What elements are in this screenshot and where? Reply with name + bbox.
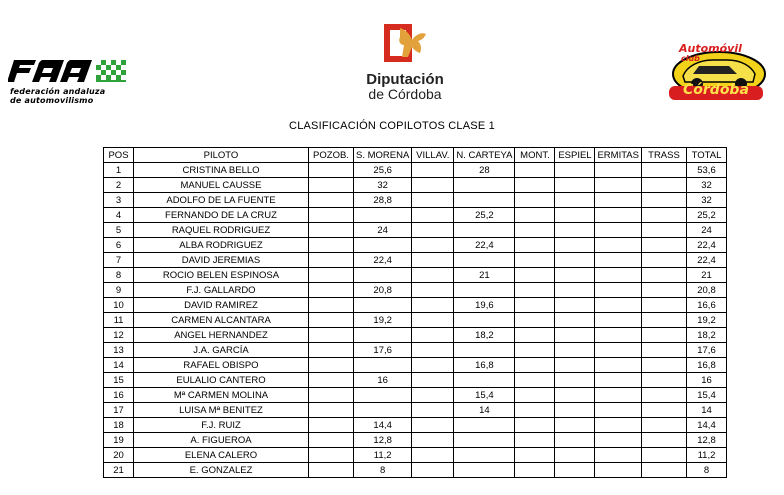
table-cell bbox=[555, 448, 595, 463]
table-cell bbox=[595, 253, 642, 268]
table-cell: 15 bbox=[104, 373, 134, 388]
table-cell bbox=[454, 253, 515, 268]
table-cell bbox=[309, 403, 354, 418]
table-cell: 14 bbox=[454, 403, 515, 418]
table-cell: 17,6 bbox=[354, 343, 412, 358]
table-cell bbox=[412, 283, 454, 298]
table-cell bbox=[555, 193, 595, 208]
table-cell bbox=[641, 178, 686, 193]
table-cell bbox=[309, 283, 354, 298]
table-row bbox=[104, 268, 727, 283]
table-cell bbox=[641, 283, 686, 298]
table-cell bbox=[412, 418, 454, 433]
automovil-club-line3: Córdoba bbox=[683, 82, 749, 98]
table-cell bbox=[454, 343, 515, 358]
table-cell: 13 bbox=[104, 343, 134, 358]
column-header: TRASS bbox=[641, 148, 686, 163]
table-cell: 16 bbox=[686, 373, 726, 388]
table-cell: 3 bbox=[104, 193, 134, 208]
table-cell: 15,4 bbox=[686, 388, 726, 403]
table-cell bbox=[454, 448, 515, 463]
table-cell: 19,2 bbox=[686, 313, 726, 328]
table-cell bbox=[641, 208, 686, 223]
table-cell: 21 bbox=[454, 268, 515, 283]
table-cell bbox=[641, 253, 686, 268]
table-cell bbox=[595, 358, 642, 373]
table-cell bbox=[515, 298, 555, 313]
table-cell bbox=[515, 313, 555, 328]
table-cell: 53,6 bbox=[686, 163, 726, 178]
table-cell: 22,4 bbox=[686, 253, 726, 268]
table-row bbox=[104, 418, 727, 433]
table-cell: 14 bbox=[686, 403, 726, 418]
table-cell bbox=[515, 358, 555, 373]
table-cell bbox=[309, 298, 354, 313]
table-cell: 28,8 bbox=[354, 193, 412, 208]
table-cell bbox=[309, 223, 354, 238]
table-cell bbox=[595, 193, 642, 208]
column-header: PILOTO bbox=[134, 148, 309, 163]
table-cell bbox=[309, 238, 354, 253]
table-body bbox=[104, 163, 727, 478]
table-cell bbox=[454, 223, 515, 238]
table-cell: 19,2 bbox=[354, 313, 412, 328]
table-cell: 14,4 bbox=[686, 418, 726, 433]
table-cell bbox=[555, 313, 595, 328]
column-header: N. CARTEYA bbox=[454, 148, 515, 163]
table-cell: 14,4 bbox=[354, 418, 412, 433]
table-cell bbox=[412, 298, 454, 313]
table-cell bbox=[309, 253, 354, 268]
table-cell bbox=[555, 433, 595, 448]
table-cell: CRISTINA BELLO bbox=[134, 163, 309, 178]
table-row bbox=[104, 343, 727, 358]
column-header: VILLAV. bbox=[412, 148, 454, 163]
table-cell: 24 bbox=[686, 223, 726, 238]
table-cell: 11,2 bbox=[354, 448, 412, 463]
table-cell bbox=[354, 358, 412, 373]
table-cell: 2 bbox=[104, 178, 134, 193]
column-header: POZOB. bbox=[309, 148, 354, 163]
table-cell bbox=[309, 463, 354, 478]
table-cell bbox=[454, 373, 515, 388]
table-cell bbox=[555, 388, 595, 403]
table-cell: 17,6 bbox=[686, 343, 726, 358]
table-cell bbox=[641, 358, 686, 373]
table-cell bbox=[412, 253, 454, 268]
table-cell bbox=[454, 313, 515, 328]
table-cell: E. GONZALEZ bbox=[134, 463, 309, 478]
table-cell: Mª CARMEN MOLINA bbox=[134, 388, 309, 403]
table-cell: 22,4 bbox=[354, 253, 412, 268]
table-cell: 12,8 bbox=[686, 433, 726, 448]
table-cell bbox=[354, 238, 412, 253]
table-row bbox=[104, 463, 727, 478]
column-header: ERMITAS bbox=[595, 148, 642, 163]
table-cell bbox=[515, 388, 555, 403]
table-cell: ANGEL HERNANDEZ bbox=[134, 328, 309, 343]
column-header: TOTAL bbox=[686, 148, 726, 163]
table-cell bbox=[641, 268, 686, 283]
table-cell bbox=[412, 223, 454, 238]
table-cell: 21 bbox=[104, 463, 134, 478]
table-cell bbox=[309, 178, 354, 193]
table-cell bbox=[309, 373, 354, 388]
table-cell bbox=[354, 388, 412, 403]
table-cell bbox=[595, 418, 642, 433]
table-cell: 18,2 bbox=[686, 328, 726, 343]
table-cell: 12 bbox=[104, 328, 134, 343]
table-cell bbox=[309, 418, 354, 433]
table-cell bbox=[412, 163, 454, 178]
diputacion-subtitle: de Córdoba bbox=[368, 86, 442, 102]
table-cell: 28 bbox=[454, 163, 515, 178]
table-cell bbox=[354, 268, 412, 283]
table-cell: LUISA Mª BENITEZ bbox=[134, 403, 309, 418]
table-cell: ADOLFO DE LA FUENTE bbox=[134, 193, 309, 208]
table-cell: 22,4 bbox=[454, 238, 515, 253]
table-cell: 16,8 bbox=[454, 358, 515, 373]
table-cell bbox=[595, 268, 642, 283]
table-cell bbox=[641, 403, 686, 418]
table-header-row bbox=[104, 148, 727, 163]
page-title: CLASIFICACIÓN COPILOTOS CLASE 1 bbox=[289, 120, 495, 132]
table-cell bbox=[595, 433, 642, 448]
table-cell bbox=[595, 178, 642, 193]
table-cell: 11 bbox=[104, 313, 134, 328]
table-cell bbox=[309, 208, 354, 223]
table-row bbox=[104, 253, 727, 268]
table-cell: 14 bbox=[104, 358, 134, 373]
table-cell bbox=[555, 373, 595, 388]
table-cell: 32 bbox=[354, 178, 412, 193]
table-cell bbox=[641, 328, 686, 343]
table-cell: 9 bbox=[104, 283, 134, 298]
table-cell bbox=[515, 418, 555, 433]
table-cell: EULALIO CANTERO bbox=[134, 373, 309, 388]
table-cell: F.J. GALLARDO bbox=[134, 283, 309, 298]
table-cell bbox=[641, 223, 686, 238]
table-cell bbox=[515, 343, 555, 358]
table-row bbox=[104, 208, 727, 223]
faa-logo bbox=[8, 56, 130, 112]
column-header: ESPIEL bbox=[555, 148, 595, 163]
table-cell bbox=[641, 193, 686, 208]
table-cell bbox=[641, 313, 686, 328]
table-cell bbox=[515, 283, 555, 298]
table-cell: 16 bbox=[104, 388, 134, 403]
table-cell bbox=[641, 373, 686, 388]
table-cell bbox=[309, 163, 354, 178]
table-cell: 18,2 bbox=[454, 328, 515, 343]
table-cell bbox=[354, 298, 412, 313]
table-cell bbox=[454, 193, 515, 208]
table-row bbox=[104, 433, 727, 448]
table-cell bbox=[515, 433, 555, 448]
table-cell: 22,4 bbox=[686, 238, 726, 253]
table-cell bbox=[412, 448, 454, 463]
table-cell: 15,4 bbox=[454, 388, 515, 403]
table-cell: 19,6 bbox=[454, 298, 515, 313]
table-cell bbox=[309, 268, 354, 283]
table-cell bbox=[555, 163, 595, 178]
table-cell: 16 bbox=[354, 373, 412, 388]
table-cell bbox=[454, 178, 515, 193]
table-cell: 8 bbox=[354, 463, 412, 478]
table-cell bbox=[354, 328, 412, 343]
table-cell bbox=[595, 328, 642, 343]
table-cell bbox=[555, 238, 595, 253]
table-cell: DAVID RAMIREZ bbox=[134, 298, 309, 313]
table-cell bbox=[412, 388, 454, 403]
table-cell bbox=[555, 343, 595, 358]
table-cell bbox=[641, 418, 686, 433]
table-cell: 25,2 bbox=[686, 208, 726, 223]
table-cell bbox=[641, 238, 686, 253]
table-cell bbox=[555, 208, 595, 223]
table-cell: ELENA CALERO bbox=[134, 448, 309, 463]
table-cell bbox=[515, 238, 555, 253]
table-cell bbox=[641, 448, 686, 463]
faa-emblem-icon bbox=[8, 56, 130, 86]
faa-name-line2: de automovilismo bbox=[10, 96, 94, 105]
table-cell bbox=[412, 433, 454, 448]
table-cell bbox=[412, 193, 454, 208]
table-cell bbox=[641, 433, 686, 448]
table-cell bbox=[454, 283, 515, 298]
table-cell bbox=[309, 313, 354, 328]
table-cell bbox=[555, 463, 595, 478]
automovil-club-line1: Automóvil bbox=[679, 42, 742, 55]
table-cell bbox=[555, 298, 595, 313]
table-cell bbox=[412, 208, 454, 223]
table-cell bbox=[309, 358, 354, 373]
column-header: POS bbox=[104, 148, 134, 163]
table-cell: 16,6 bbox=[686, 298, 726, 313]
table-cell bbox=[515, 328, 555, 343]
table-cell: 20,8 bbox=[686, 283, 726, 298]
table-cell bbox=[515, 373, 555, 388]
table-cell bbox=[412, 328, 454, 343]
table-cell bbox=[555, 403, 595, 418]
table-row bbox=[104, 178, 727, 193]
table-row bbox=[104, 403, 727, 418]
table-cell: RAQUEL RODRIGUEZ bbox=[134, 223, 309, 238]
table-cell: MANUEL CAUSSE bbox=[134, 178, 309, 193]
table-cell bbox=[595, 208, 642, 223]
table-cell: 8 bbox=[104, 268, 134, 283]
table-cell bbox=[641, 163, 686, 178]
table-cell bbox=[354, 208, 412, 223]
table-cell: DAVID JEREMIAS bbox=[134, 253, 309, 268]
diputacion-name: Diputación bbox=[366, 71, 444, 88]
table-cell: 17 bbox=[104, 403, 134, 418]
table-cell bbox=[555, 223, 595, 238]
diputacion-logo bbox=[350, 22, 460, 102]
table-cell bbox=[412, 403, 454, 418]
table-row bbox=[104, 283, 727, 298]
table-cell: 25,2 bbox=[454, 208, 515, 223]
table-cell: 4 bbox=[104, 208, 134, 223]
table-cell: 20,8 bbox=[354, 283, 412, 298]
table-row bbox=[104, 193, 727, 208]
table-cell bbox=[595, 448, 642, 463]
table-row bbox=[104, 388, 727, 403]
standings-table bbox=[103, 147, 727, 478]
table-cell bbox=[412, 268, 454, 283]
table-cell bbox=[412, 373, 454, 388]
table-row bbox=[104, 358, 727, 373]
table-cell bbox=[595, 373, 642, 388]
table-cell bbox=[454, 433, 515, 448]
table-cell bbox=[515, 253, 555, 268]
table-cell: 16,8 bbox=[686, 358, 726, 373]
automovil-club-logo bbox=[665, 42, 769, 102]
table-cell: ROCIO BELEN ESPINOSA bbox=[134, 268, 309, 283]
table-cell bbox=[555, 418, 595, 433]
table-cell bbox=[555, 328, 595, 343]
table-cell: 25,6 bbox=[354, 163, 412, 178]
table-cell: RAFAEL OBISPO bbox=[134, 358, 309, 373]
table-cell bbox=[641, 388, 686, 403]
table-row bbox=[104, 313, 727, 328]
table-cell bbox=[515, 463, 555, 478]
table-cell: 7 bbox=[104, 253, 134, 268]
table-cell bbox=[641, 298, 686, 313]
table-cell bbox=[595, 163, 642, 178]
table-cell: ALBA RODRIGUEZ bbox=[134, 238, 309, 253]
table-cell: 1 bbox=[104, 163, 134, 178]
table-cell: 32 bbox=[686, 193, 726, 208]
table-cell bbox=[515, 163, 555, 178]
table-cell: 6 bbox=[104, 238, 134, 253]
table-cell: CARMEN ALCANTARA bbox=[134, 313, 309, 328]
table-cell: FERNANDO DE LA CRUZ bbox=[134, 208, 309, 223]
table-cell: 21 bbox=[686, 268, 726, 283]
table-cell bbox=[412, 343, 454, 358]
table-cell bbox=[595, 463, 642, 478]
table-cell bbox=[515, 403, 555, 418]
table-cell: A. FIGUEROA bbox=[134, 433, 309, 448]
table-cell bbox=[555, 283, 595, 298]
table-cell bbox=[641, 343, 686, 358]
table-row bbox=[104, 328, 727, 343]
table-row bbox=[104, 223, 727, 238]
table-cell bbox=[515, 193, 555, 208]
table-cell bbox=[595, 238, 642, 253]
table-row bbox=[104, 163, 727, 178]
diputacion-emblem-icon bbox=[382, 22, 428, 64]
table-cell bbox=[555, 253, 595, 268]
table-cell bbox=[641, 463, 686, 478]
table-cell bbox=[515, 223, 555, 238]
table-cell bbox=[309, 388, 354, 403]
table-cell bbox=[454, 463, 515, 478]
table-cell bbox=[412, 313, 454, 328]
table-cell bbox=[555, 268, 595, 283]
automovil-club-line2: club bbox=[681, 54, 700, 63]
table-cell bbox=[595, 388, 642, 403]
column-header: MONT. bbox=[515, 148, 555, 163]
table-cell: 32 bbox=[686, 178, 726, 193]
table-cell: F.J. RUIZ bbox=[134, 418, 309, 433]
table-cell: 24 bbox=[354, 223, 412, 238]
table-cell: 18 bbox=[104, 418, 134, 433]
table-cell bbox=[595, 343, 642, 358]
table-cell: 12,8 bbox=[354, 433, 412, 448]
table-cell bbox=[515, 448, 555, 463]
table-cell: 11,2 bbox=[686, 448, 726, 463]
table-cell bbox=[555, 358, 595, 373]
table-cell bbox=[515, 268, 555, 283]
table-cell bbox=[454, 418, 515, 433]
table-cell bbox=[595, 223, 642, 238]
column-header: S. MORENA bbox=[354, 148, 412, 163]
table-cell bbox=[595, 403, 642, 418]
faa-name-line1: federación andaluza bbox=[10, 87, 106, 96]
table-cell bbox=[309, 448, 354, 463]
table-cell bbox=[309, 343, 354, 358]
table-cell bbox=[412, 358, 454, 373]
table-cell bbox=[555, 178, 595, 193]
table-cell: 20 bbox=[104, 448, 134, 463]
table-cell: J.A. GARCÍA bbox=[134, 343, 309, 358]
table-row bbox=[104, 448, 727, 463]
table-cell bbox=[412, 178, 454, 193]
table-row bbox=[104, 238, 727, 253]
table-cell bbox=[595, 313, 642, 328]
table-cell bbox=[515, 178, 555, 193]
table-cell bbox=[515, 208, 555, 223]
table-cell: 19 bbox=[104, 433, 134, 448]
table-cell bbox=[309, 328, 354, 343]
table-row bbox=[104, 298, 727, 313]
table-cell: 10 bbox=[104, 298, 134, 313]
table-row bbox=[104, 373, 727, 388]
table-cell bbox=[309, 433, 354, 448]
table-cell bbox=[595, 298, 642, 313]
table-cell bbox=[354, 403, 412, 418]
table-cell: 8 bbox=[686, 463, 726, 478]
table-cell bbox=[412, 463, 454, 478]
table-cell bbox=[309, 193, 354, 208]
table-cell bbox=[412, 238, 454, 253]
table-cell: 5 bbox=[104, 223, 134, 238]
table-cell bbox=[595, 283, 642, 298]
